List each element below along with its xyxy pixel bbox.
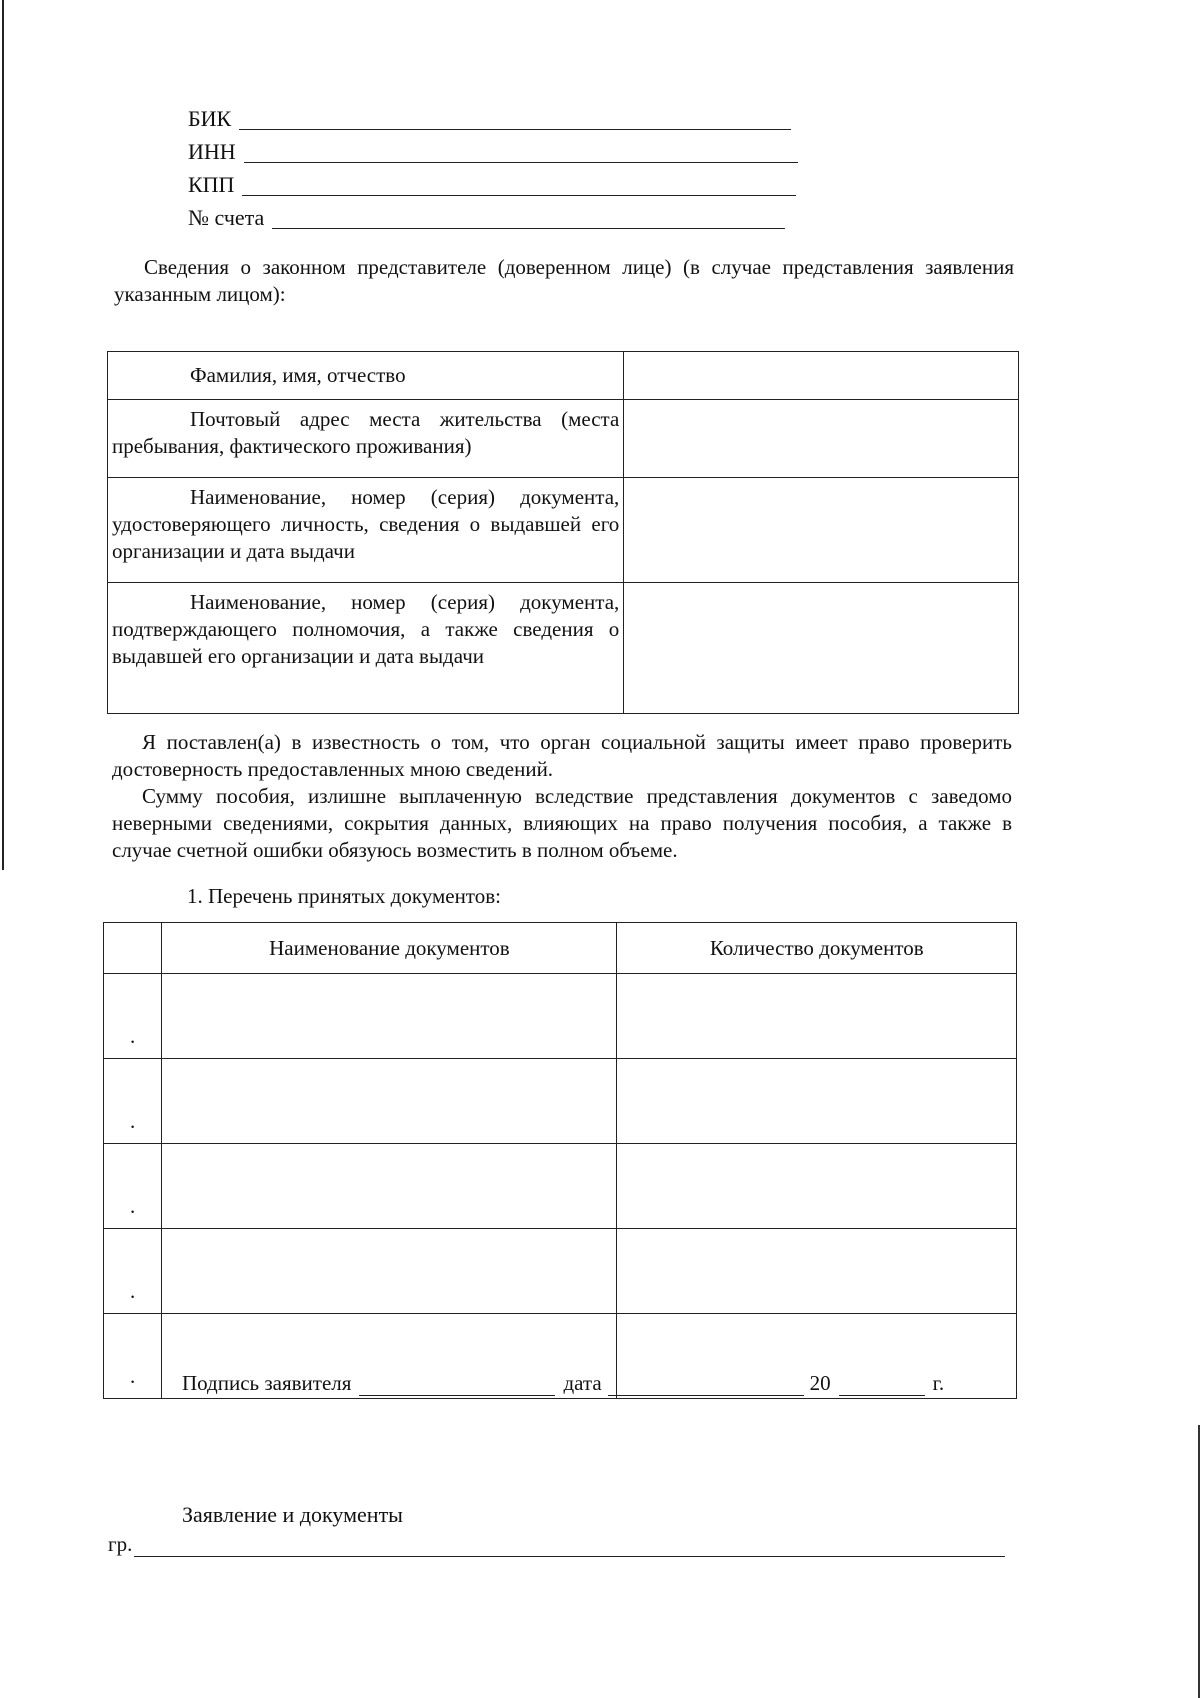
rep-label-name: Фамилия, имя, отчество (108, 352, 624, 400)
document-name-cell[interactable] (162, 1229, 617, 1314)
signature-label: Подпись заявителя (182, 1371, 352, 1395)
inn-label: ИНН (188, 139, 236, 164)
citizen-name-field[interactable] (134, 1536, 1005, 1557)
representative-intro: Сведения о законном представителе (доверенном лице) (в случае представления заявления указанным лицом): (114, 255, 1014, 306)
table-row (108, 583, 1019, 714)
year-prefix: 20 (809, 1371, 831, 1395)
rep-value-id-document[interactable] (624, 478, 1019, 583)
notice-paragraph-1: Я поставлен(а) в известность о том, что орган социальной защиты имеет право проверить достоверность предоставленных мною сведений. (112, 730, 1012, 781)
documents-list-title: 1. Перечень принятых документов: (187, 884, 501, 908)
document-count-cell[interactable] (617, 1229, 1017, 1314)
document-name-cell[interactable] (162, 1059, 617, 1144)
statement-title: Заявление и документы (182, 1502, 403, 1527)
kpp-row (188, 163, 796, 196)
signature-field[interactable] (359, 1377, 555, 1396)
document-count-cell[interactable] (617, 1059, 1017, 1144)
account-field[interactable] (272, 208, 785, 229)
kpp-label: КПП (188, 172, 235, 197)
bik-field[interactable] (239, 109, 791, 130)
row-number: . (104, 1059, 162, 1144)
header-document-count: Количество документов (617, 923, 1017, 974)
inn-row (188, 130, 798, 163)
header-number (104, 923, 162, 974)
account-row (188, 196, 785, 229)
year-field[interactable] (839, 1377, 925, 1396)
rep-label-authority-document: Наименование, номер (серия) документа, подтверждающего полномочия, а также сведения о выдавшей его организации и дата выдачи (108, 583, 624, 714)
inn-field[interactable] (244, 142, 798, 163)
table-row (104, 1229, 1017, 1314)
documents-table (103, 922, 1017, 1399)
table-row (104, 974, 1017, 1059)
rep-value-address[interactable] (624, 400, 1019, 478)
bank-details-block (188, 97, 808, 229)
year-suffix: г. (932, 1371, 945, 1395)
table-row (104, 1059, 1017, 1144)
date-label: дата (563, 1371, 602, 1395)
bik-row (188, 97, 791, 130)
date-field[interactable] (608, 1377, 804, 1396)
table-row (104, 1144, 1017, 1229)
account-label: № счета (188, 205, 265, 230)
document-name-cell[interactable] (162, 1144, 617, 1229)
kpp-field[interactable] (242, 175, 796, 196)
rep-label-address: Почтовый адрес места жительства (места пребывания, фактического проживания) (108, 400, 624, 478)
rep-value-name[interactable] (624, 352, 1019, 400)
citizen-prefix: гр. (108, 1532, 133, 1556)
row-number: . (104, 1229, 162, 1314)
table-row (108, 400, 1019, 478)
document-name-cell[interactable] (162, 974, 617, 1059)
documents-table-header (104, 923, 1017, 974)
statement-citizen-row (108, 1532, 1005, 1557)
notice-paragraph-2: Сумму пособия, излишне выплаченную вследствие представления документов с заведомо неверными сведениями, сокрытия данных, влияющих на право получения пособия, а также в случае счетной ошибки обязуюсь возместить в полном объеме. (112, 784, 1012, 862)
bik-label: БИК (188, 106, 232, 131)
scan-edge-left (2, 0, 4, 870)
rep-label-id-document: Наименование, номер (серия) документа, удостоверяющего личность, сведения о выдавшей его организации и дата выдачи (108, 478, 624, 583)
document-count-cell[interactable] (617, 1144, 1017, 1229)
signature-row (182, 1371, 944, 1396)
table-row (108, 352, 1019, 400)
row-number: . (104, 1144, 162, 1229)
row-number: . (104, 974, 162, 1059)
rep-value-authority-document[interactable] (624, 583, 1019, 714)
row-number: . (104, 1314, 162, 1399)
representative-table (107, 351, 1019, 714)
document-count-cell[interactable] (617, 974, 1017, 1059)
table-row (108, 478, 1019, 583)
header-document-name: Наименование документов (162, 923, 617, 974)
